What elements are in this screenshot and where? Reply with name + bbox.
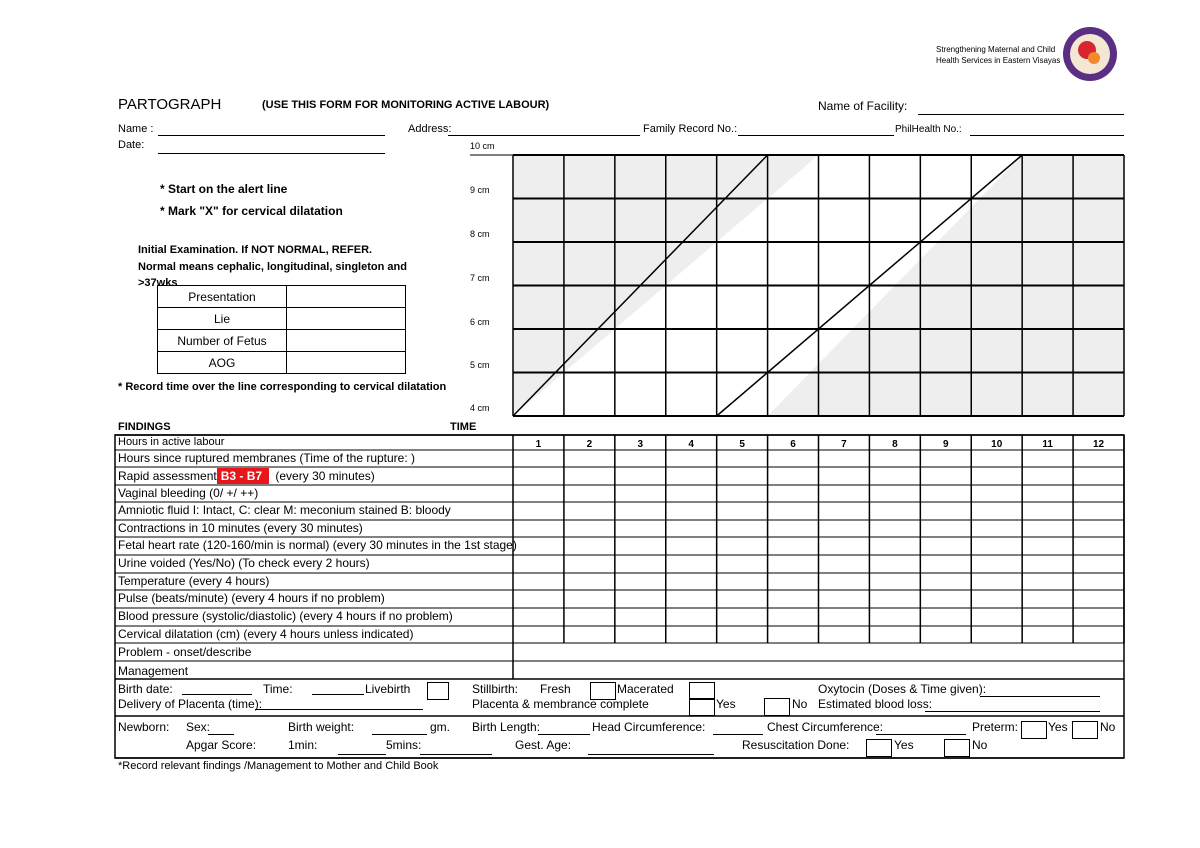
page-title: PARTOGRAPH [118, 96, 222, 113]
hour-label: 2 [586, 439, 593, 450]
livebirth-label: Livebirth [365, 682, 411, 696]
placenta-no-label: No [792, 697, 808, 711]
oxytocin-field[interactable] [980, 696, 1100, 697]
cervix-label-10: 10 cm [470, 141, 495, 151]
apgar-label: Apgar Score: [186, 738, 257, 752]
placenta-yes-label: Yes [716, 697, 736, 711]
findings-heading: FINDINGS [118, 421, 171, 433]
lie-label: Lie [158, 308, 287, 330]
chest-circumference-field[interactable] [876, 734, 966, 735]
initial-exam-note-1: Initial Examination. If NOT NORMAL, REFER. [138, 244, 373, 256]
finding-row-label: Cervical dilatation (cm) (every 4 hours unless indicated) [118, 627, 414, 641]
preterm-label: Preterm: [972, 720, 1019, 734]
cervix-label-5: 5 cm [470, 360, 490, 370]
record-time-instruction: * Record time over the line corresponding to cervical dilatation [118, 381, 447, 393]
initial-exam-note-3: >37wks [138, 277, 178, 289]
cervix-label-6: 6 cm [470, 317, 490, 327]
apgar-1min-label: 1min: [288, 738, 318, 752]
family-record-label: Family Record No.: [643, 123, 738, 135]
alert-line-instruction: * Start on the alert line [160, 182, 288, 196]
preterm-yes-checkbox[interactable] [1021, 721, 1047, 739]
cervix-label-9: 9 cm [470, 185, 490, 195]
number-of-fetus-label: Number of Fetus [158, 330, 287, 352]
hour-label: 1 [535, 439, 542, 450]
preterm-no-checkbox[interactable] [1072, 721, 1098, 739]
placenta-delivery-field[interactable] [255, 709, 423, 710]
finding-row-label: Blood pressure (systolic/diastolic) (every 4 hours if no problem) [118, 609, 453, 623]
birth-length-label: Birth Length: [472, 720, 541, 734]
birth-length-field[interactable] [538, 734, 590, 735]
rapid-assessment-badge: B3 - B7 [217, 468, 269, 484]
page-subtitle: (USE THIS FORM FOR MONITORING ACTIVE LABOUR) [262, 99, 550, 111]
hour-label: 4 [688, 439, 694, 450]
resuscitation-label: Resuscitation Done: [742, 738, 850, 752]
birth-time-field[interactable] [312, 694, 364, 695]
birth-date-field[interactable] [182, 694, 252, 695]
sex-field[interactable] [208, 734, 234, 735]
finding-row-label: Vaginal bleeding (0/ +/ ++) [118, 486, 259, 500]
blood-loss-field[interactable] [925, 711, 1100, 712]
stillbirth-label: Stillbirth: [472, 682, 519, 696]
finding-row-label: Amniotic fluid I: Intact, C: clear M: meconium stained B: bloody [118, 503, 451, 517]
finding-row-label: Fetal heart rate (120-160/min is normal) (every 30 minutes in the 1st stage) [118, 538, 517, 552]
rapid-assessment-label [118, 468, 375, 484]
footer-note: *Record relevant findings /Management to Mother and Child Book [118, 760, 439, 772]
hour-label: 6 [790, 439, 796, 450]
placenta-complete-no-checkbox[interactable] [764, 698, 790, 716]
chest-circumference-label: Chest Circumference: [767, 720, 884, 734]
aog-label: AOG [158, 352, 287, 374]
macerated-label: Macerated [617, 682, 674, 696]
placenta-complete-yes-checkbox[interactable] [689, 698, 715, 716]
placenta-complete-label: Placenta & membrance complete [472, 697, 649, 711]
birth-weight-label: Birth weight: [288, 720, 355, 734]
org-text-line1: Strengthening Maternal and Child [936, 45, 1056, 54]
apgar-5min-label: 5mins: [386, 738, 422, 752]
head-circumference-label: Head Circumference: [592, 720, 706, 734]
ruptured-membranes-label: Hours since ruptured membranes (Time of the rupture: ) [118, 451, 416, 465]
newborn-label: Newborn: [118, 720, 170, 734]
hour-label: 12 [1092, 439, 1105, 450]
birth-weight-field[interactable] [372, 734, 427, 735]
resuscitation-yes-checkbox[interactable] [866, 739, 892, 757]
rapid-assessment-frequency: (every 30 minutes) [275, 469, 375, 483]
birth-date-label: Birth date: [118, 682, 173, 696]
cervix-label-7: 7 cm [470, 273, 490, 283]
placenta-delivery-label: Delivery of Placenta (time): [118, 697, 263, 711]
head-circumference-field[interactable] [713, 734, 763, 735]
hour-label: 3 [637, 439, 644, 450]
blood-loss-label: Estimated blood loss: [818, 697, 933, 711]
hour-label: 9 [943, 439, 949, 450]
cervix-label-4: 4 cm [470, 403, 490, 413]
name-label: Name : [118, 123, 154, 135]
gest-age-field[interactable] [588, 754, 714, 755]
oxytocin-label: Oxytocin (Doses & Time given): [818, 682, 987, 696]
initial-exam-note-2: Normal means cephalic, longitudinal, singleton and [138, 261, 407, 273]
resuscitation-no-label: No [972, 738, 988, 752]
birth-time-label: Time: [263, 682, 293, 696]
management-label: Management [118, 664, 189, 678]
sex-label: Sex: [186, 720, 211, 734]
gest-age-label: Gest. Age: [515, 738, 572, 752]
fresh-label: Fresh [540, 682, 571, 696]
hour-label: 11 [1042, 439, 1053, 450]
resuscitation-yes-label: Yes [894, 738, 914, 752]
gm-label: gm. [430, 720, 451, 734]
rapid-assessment-text: Rapid assessment [118, 469, 217, 483]
hours-active-label: Hours in active labour [118, 436, 225, 448]
resuscitation-no-checkbox[interactable] [944, 739, 970, 757]
finding-row-label: Temperature (every 4 hours) [118, 574, 270, 588]
cervix-label-8: 8 cm [470, 229, 490, 239]
preterm-no-label: No [1100, 720, 1116, 734]
problem-label: Problem - onset/describe [118, 645, 252, 659]
preterm-yes-label: Yes [1048, 720, 1068, 734]
mark-x-instruction: * Mark "X" for cervical dilatation [160, 204, 343, 218]
facility-label: Name of Facility: [818, 99, 908, 113]
livebirth-checkbox[interactable] [427, 682, 449, 700]
apgar-1min-field[interactable] [338, 754, 386, 755]
finding-row-label: Urine voided (Yes/No) (To check every 2 hours) [118, 556, 370, 570]
date-label: Date: [118, 139, 145, 151]
apgar-5min-field[interactable] [420, 754, 492, 755]
finding-row-label: Pulse (beats/minute) (every 4 hours if no problem) [118, 591, 385, 605]
hour-label: 10 [991, 439, 1003, 450]
hour-label: 8 [892, 439, 898, 450]
presentation-label: Presentation [158, 286, 287, 308]
philhealth-label: PhilHealth No.: [895, 124, 962, 135]
hour-label: 7 [841, 439, 847, 450]
hour-label: 5 [739, 439, 745, 450]
address-label: Address: [408, 123, 452, 135]
time-heading: TIME [450, 421, 477, 433]
org-text-line2: Health Services in Eastern Visayas [936, 56, 1061, 65]
finding-row-label: Contractions in 10 minutes (every 30 minutes) [118, 521, 363, 535]
